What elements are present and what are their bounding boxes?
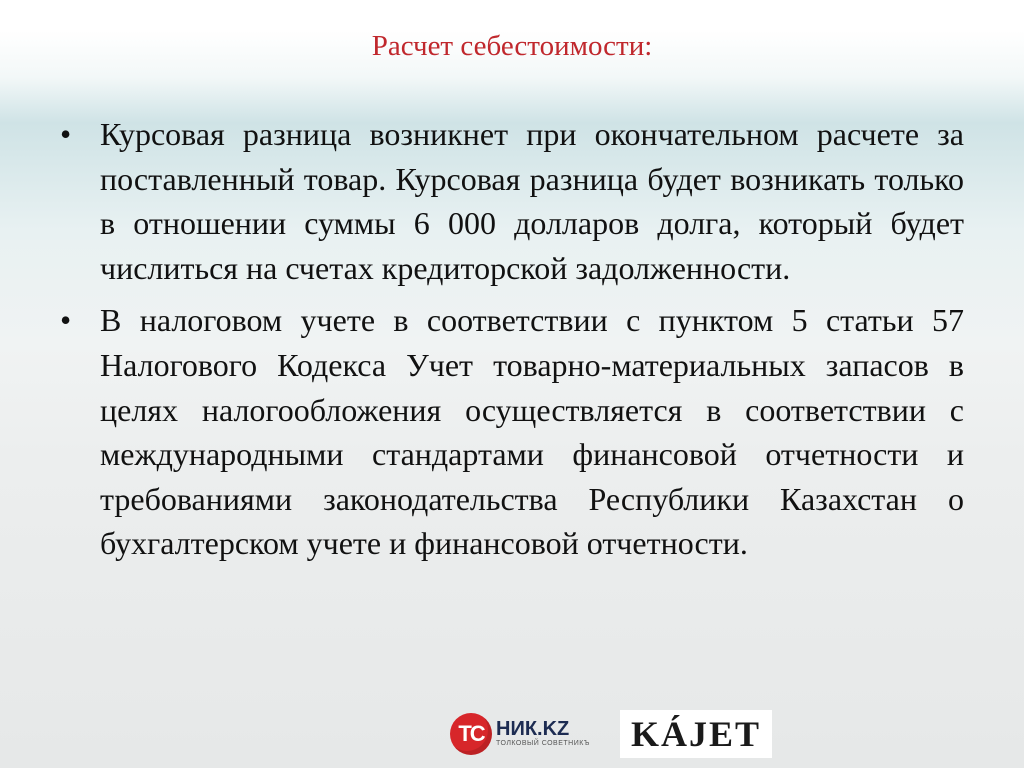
bullet-text: В налоговом учете в соответствии с пунктом 5 статьи 57 Налогового Кодекса Учет товарно-материальных запасов в целях налогообложения осуществляется в соответствии с международными стандартами финансовой отчетности и требованиями законодательства Республики Казахстан о бухгалтерском учете и финансовой отчетности.: [100, 302, 964, 562]
tonik-logo: [450, 712, 600, 756]
bullet-text: Курсовая разница возникнет при окончательном расчете за поставленный товар. Курсовая разница будет возникать только в отношении суммы 6 000 долларов долга, который будет числиться на счетах кредиторской задолженности.: [100, 116, 964, 286]
tonik-logo-tagline: ТОЛКОВЫЙ СОВЕТНИКЪ: [496, 740, 590, 747]
bullet-item: [60, 112, 964, 290]
slide-title: Расчет себестоимости:: [371, 30, 653, 62]
tonik-logo-text: [496, 719, 590, 749]
kajet-logo: KÁJET: [620, 710, 772, 758]
bullet-item: [60, 298, 964, 566]
tonik-logo-mark: ТС: [450, 713, 492, 755]
bullet-list: [60, 112, 964, 574]
tonik-logo-name: НИК.KZ: [496, 718, 570, 740]
bullet-marker: •: [60, 302, 72, 339]
logo-bar: [450, 708, 780, 760]
bullet-marker: •: [60, 116, 72, 152]
